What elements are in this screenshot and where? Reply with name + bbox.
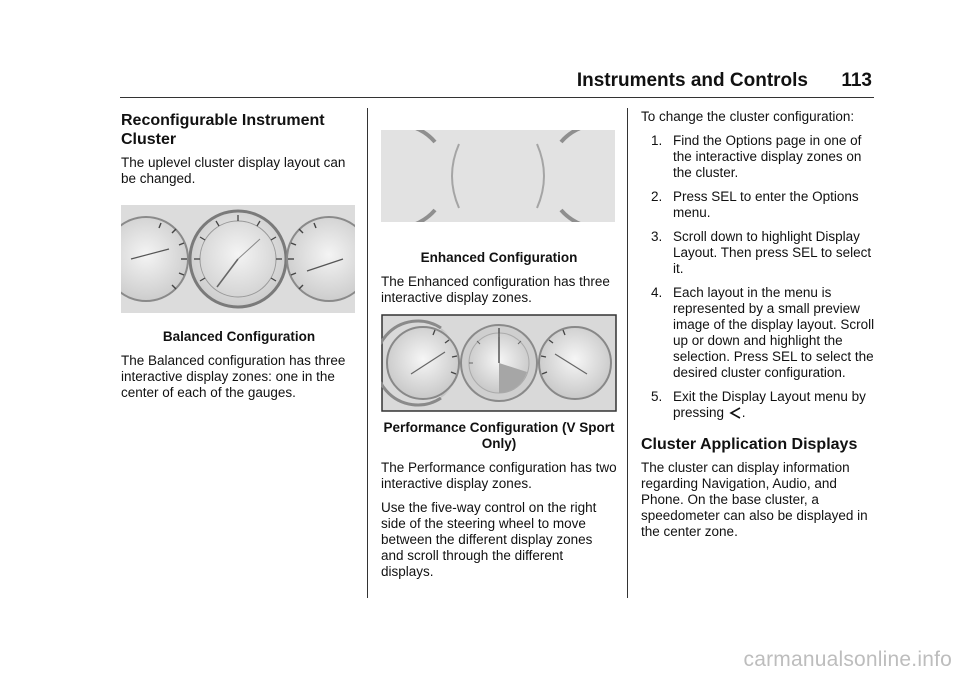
step-number: 4. xyxy=(651,285,663,300)
step-item xyxy=(641,285,879,381)
application-displays-description: The cluster can display information regarding Navigation, Audio, and Phone. On the base cluster, a speedometer can also be displayed in the center zone. xyxy=(641,460,868,539)
figure-caption-enhanced: Enhanced Configuration xyxy=(420,250,578,265)
heading-cluster-application-displays: Cluster Application Displays xyxy=(641,436,858,453)
step-text: Find the Options page in one of the interactive display zones on the cluster. xyxy=(673,133,862,180)
enhanced-configuration-figure xyxy=(381,130,617,226)
enhanced-cluster-illustration xyxy=(381,130,615,222)
configuration-steps xyxy=(641,133,879,421)
step-item xyxy=(641,229,879,277)
center-gauge xyxy=(190,211,286,307)
page-header xyxy=(120,70,872,100)
figure-caption-performance: Performance Configuration (V Sport Only) xyxy=(383,420,615,451)
step-text: Exit the Display Layout menu by pressing xyxy=(673,389,866,420)
section-title: Instruments and Controls xyxy=(576,70,808,91)
step-number: 2. xyxy=(651,189,663,204)
step-item xyxy=(641,189,879,221)
heading-reconfigurable-cluster: Reconfigurable Instrument Cluster xyxy=(121,112,325,148)
column-2 xyxy=(381,130,617,588)
column-3 xyxy=(641,109,879,548)
balanced-description: The Balanced configuration has three interactive display zones: one in the center of each of the gauges. xyxy=(121,353,346,400)
column-1 xyxy=(121,111,357,409)
back-arrow-icon xyxy=(728,406,742,420)
step-suffix: . xyxy=(741,405,746,420)
column-divider-right xyxy=(627,108,628,598)
figure-caption-balanced: Balanced Configuration xyxy=(162,329,316,344)
watermark: carmanualsonline.info xyxy=(743,648,952,671)
page-number: 113 xyxy=(841,70,872,91)
center-performance-gauge xyxy=(461,325,537,401)
step-number: 3. xyxy=(651,229,663,244)
balanced-cluster-illustration xyxy=(121,205,355,313)
intro-paragraph: The uplevel cluster display layout can be changed. xyxy=(121,155,346,186)
step-number: 5. xyxy=(651,389,663,404)
step-text: Press SEL to enter the Options menu. xyxy=(673,189,859,220)
right-performance-gauge xyxy=(539,327,611,399)
configuration-intro: To change the cluster configuration: xyxy=(641,109,855,124)
enhanced-description: The Enhanced configuration has three interactive display zones. xyxy=(381,274,610,305)
five-way-control-description: Use the five-way control on the right side of the steering wheel to move between the different display zones and scroll through the different displays. xyxy=(381,500,597,579)
performance-description: The Performance configuration has two interactive display zones. xyxy=(381,460,617,491)
step-text: Scroll down to highlight Display Layout. Then press SEL to select it. xyxy=(673,229,872,276)
step-text: Each layout in the menu is represented by a small preview image of the display layout. Scroll up or down and highlight the selection. Press SEL to select the desired cluster configuration. xyxy=(673,285,875,380)
performance-cluster-illustration xyxy=(381,314,617,412)
step-item xyxy=(641,389,879,421)
performance-configuration-figure xyxy=(381,314,617,416)
step-item xyxy=(641,133,879,181)
header-rule xyxy=(120,97,874,98)
column-divider-left xyxy=(367,108,368,598)
balanced-configuration-figure xyxy=(121,205,357,317)
step-number: 1. xyxy=(651,133,663,148)
